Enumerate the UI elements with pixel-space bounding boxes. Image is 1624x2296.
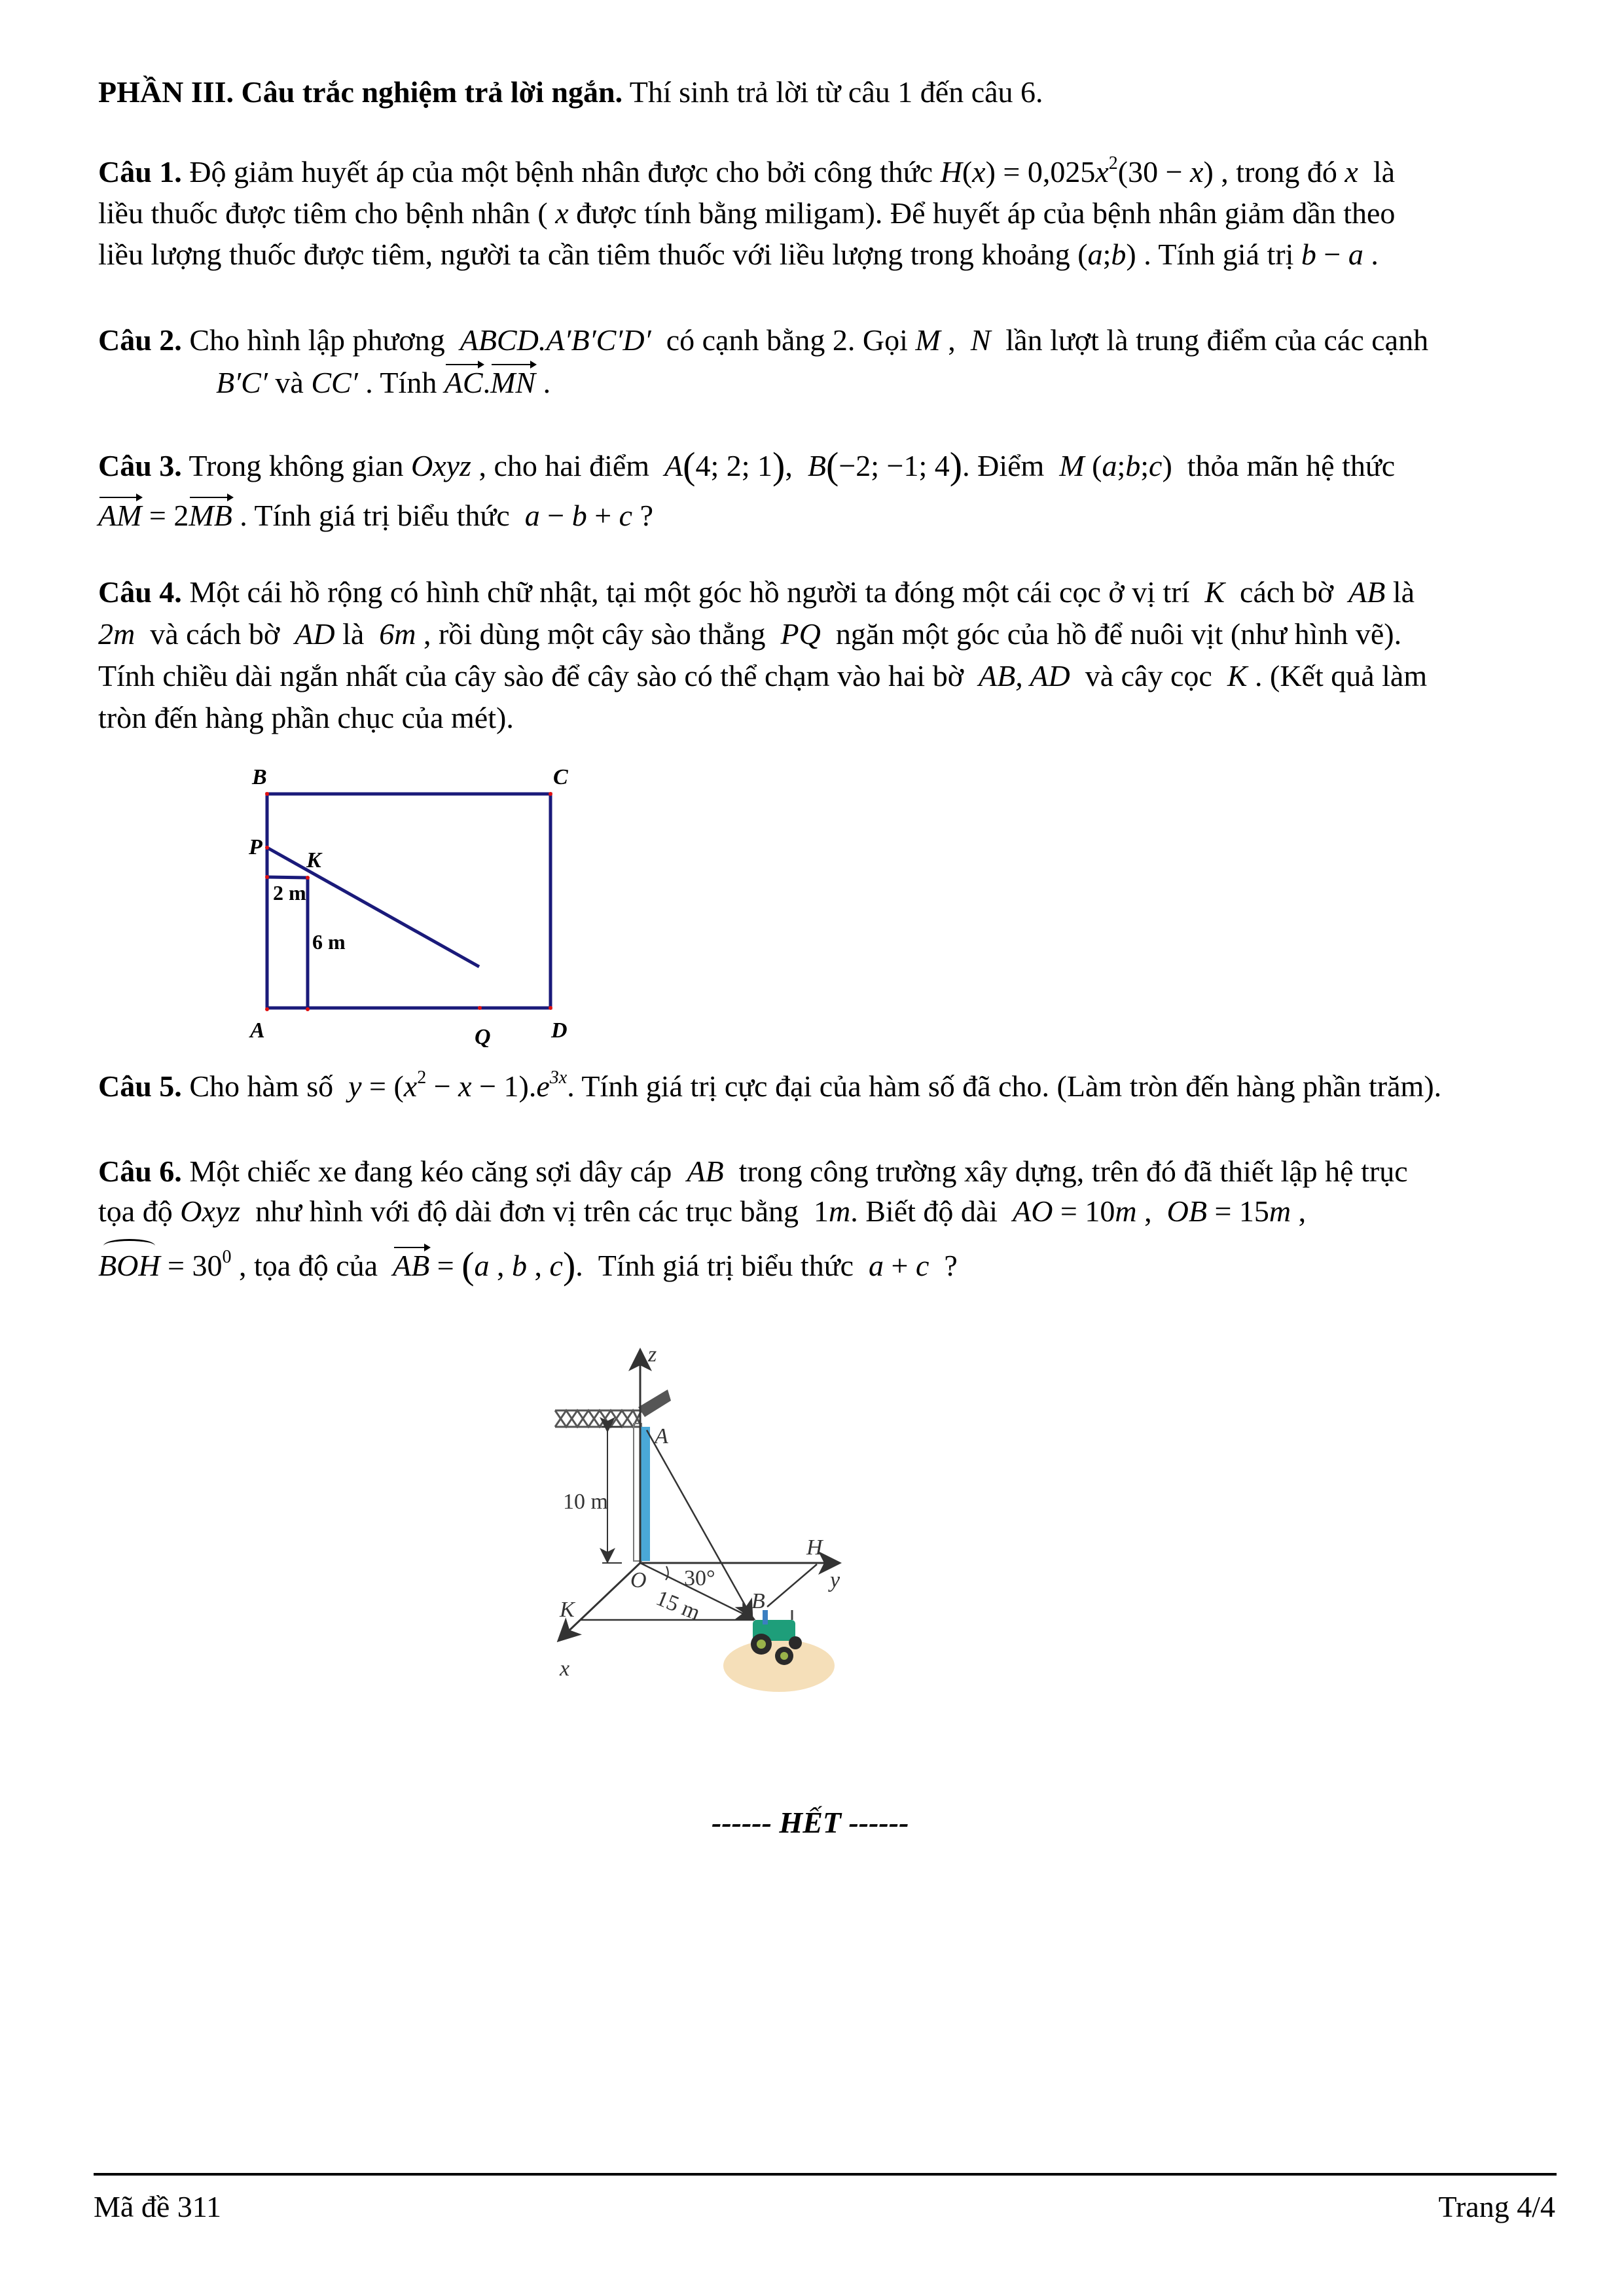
question-4-line-1: Câu 4. Một cái hồ rộng có hình chữ nhật, tại một góc hồ người ta đóng một cái cọc ở vị trí K cách bờ AB là [98,575,1415,609]
label-d: D [551,1018,568,1043]
label-o: O [630,1568,647,1592]
label-30deg: 30° [684,1566,715,1590]
section-title: PHẦN III. Câu trắc nghiệm trả lời ngắn. [98,75,623,109]
question-3-line-2: AM = 2MB . Tính giá trị biểu thức a − b + c ? [98,499,653,532]
label-a: A [250,1018,265,1043]
question-2-label: Câu 2. [98,323,182,357]
label-6m: 6 m [312,930,346,954]
vector-mn: MN [490,366,536,399]
label-b: B [751,1589,765,1613]
section-instructions: Thí sinh trả lời từ câu 1 đến câu 6. [623,75,1043,109]
footer-divider [94,2173,1557,2176]
angle-boh: BOH [98,1249,160,1282]
question-4-line-2: 2m và cách bờ AD là 6m , rồi dùng một cây sào thẳng PQ ngăn một góc của hồ để nuôi vịt (như hình vẽ). [98,617,1402,651]
vector-ab: AB [393,1249,430,1282]
question-2-line-1: Câu 2. Cho hình lập phương ABCD.A′B′C′D′ có cạnh bằng 2. Gọi M , N lần lượt là trung điểm của các cạnh [98,323,1429,357]
label-q: Q [475,1025,491,1047]
segment-bh [767,1564,817,1607]
question-1-line-3: liều lượng thuốc được tiêm, người ta cần tiêm thuốc với liều lượng trong khoảng (a;b) . Tính giá trị b − a . [98,238,1379,271]
label-k: K [306,848,321,872]
label-y: y [830,1568,840,1592]
label-k: K [560,1598,575,1622]
question-2-line-2: B′C′ và CC′ . Tính AC.MN . [216,366,551,399]
label-z: z [648,1342,657,1367]
page-number: Trang 4/4 [1438,2190,1555,2223]
label-h: H [806,1535,823,1560]
figure-crane-diagram [537,1329,1047,1734]
exam-code: Mã đề 311 [94,2190,222,2223]
end-mark: ------ HẾT ------ [712,1806,909,1839]
ground-patch [723,1640,835,1692]
label-a: A [655,1424,668,1448]
figure-pond-diagram [236,753,759,1047]
pond-rectangle [267,794,550,1008]
vector-am: AM [98,499,142,532]
question-6-line-1: Câu 6. Một chiếc xe đang kéo căng sợi dây cáp AB trong công trường xây dựng, trên đó đã thiết lập hệ trục [98,1155,1408,1188]
question-4-label: Câu 4. [98,575,182,609]
question-6-line-2: tọa độ Oxyz như hình với độ dài đơn vị trên các trục bằng 1m. Biết độ dài AO = 10m , OB = 15m , [98,1194,1307,1228]
crane-counterjib [638,1390,671,1417]
question-4-line-4: tròn đến hàng phần chục của mét). [98,701,514,734]
question-3-label: Câu 3. [98,449,182,482]
question-6-line-3: BOH = $30^0$ , tọa độ của AB = (a , b , c). Tính giá trị biểu thức a + c ? [98,1244,958,1287]
label-10m: 10 m [563,1490,608,1514]
question-1-line-2: liều thuốc được tiêm cho bệnh nhân ( x được tính bằng miligam). Để huyết áp của bệnh nhân giảm dần theo [98,196,1396,230]
vector-mb: MB [189,499,232,532]
question-4-line-3: Tính chiều dài ngắn nhất của cây sào để cây sào có thể chạm vào hai bờ AB, AD và cây cọc K . (Kết quả làm [98,659,1428,692]
question-5-line-1: Câu 5. Cho hàm số $y = (x^2 - x - 1).e^{3x}$. Tính giá trị cực đại của hàm số đã cho. (Làm tròn đến hàng phần trăm). [98,1067,1442,1103]
angle-arc [666,1566,668,1580]
question-6-label: Câu 6. [98,1155,182,1188]
question-5-label: Câu 5. [98,1069,182,1103]
label-2m: 2 m [273,881,306,905]
label-b: B [252,765,267,789]
label-c: C [553,765,568,789]
label-15m: 15 m [653,1586,704,1626]
vector-ac: AC [444,366,483,399]
question-1-label: Câu 1. [98,155,182,188]
label-x: x [560,1657,570,1681]
crane-mast [640,1427,650,1561]
question-3-line-1: Câu 3. Trong không gian Oxyz , cho hai điểm A(4; 2; 1), B(−2; −1; 4). Điểm M (a;b;c) thỏa mãn hệ thức [98,444,1396,487]
crane-jib [555,1410,641,1427]
question-1-line-1: Câu 1. Độ giảm huyết áp của một bệnh nhân được cho bởi công thức $H(x) = 0,025x^2(30 - x)$ , trong đó x là [98,153,1396,188]
section-header [98,77,1043,107]
label-p: P [249,835,262,859]
pole-pq [267,848,479,967]
